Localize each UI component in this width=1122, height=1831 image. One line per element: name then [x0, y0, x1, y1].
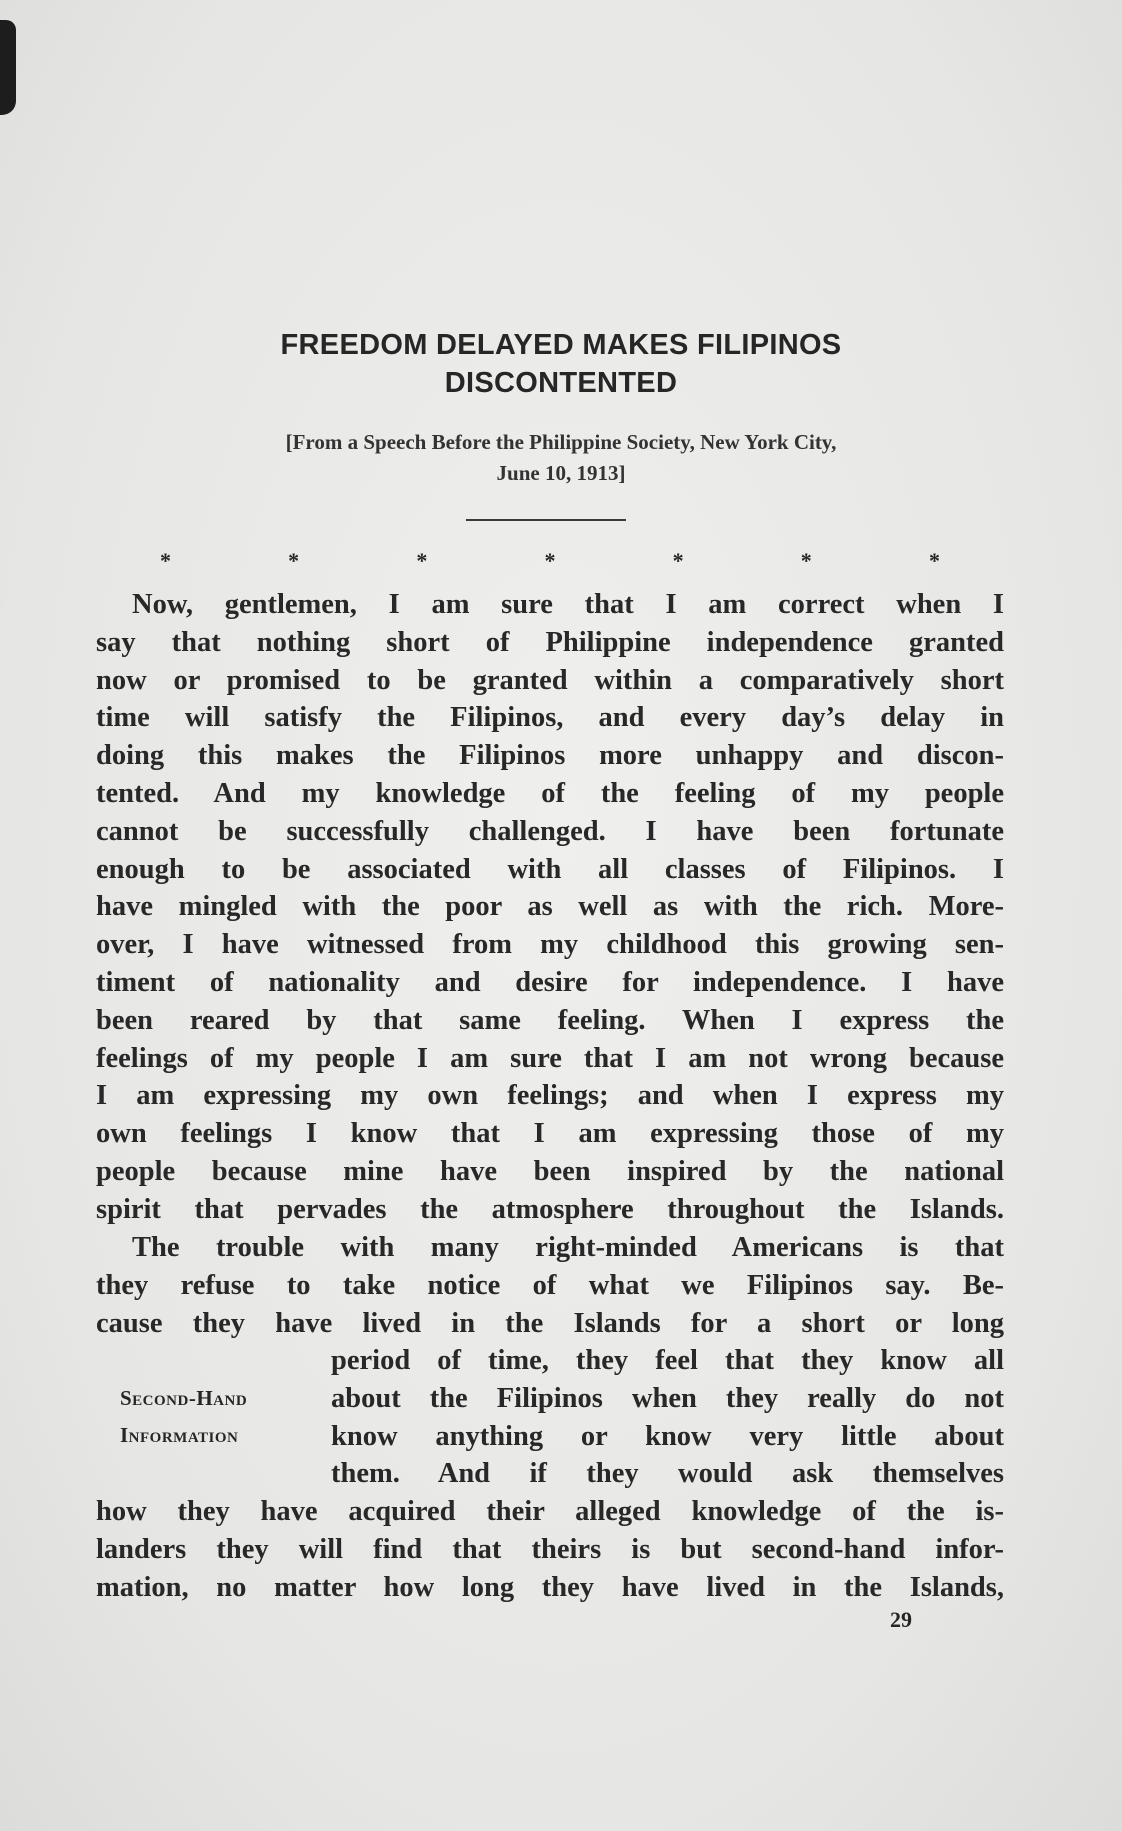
asterisk-separator — [160, 548, 940, 574]
text-line: say that nothing short of Philippine independence granted — [96, 626, 1004, 658]
text-line: timent of nationality and desire for independence. I have — [96, 966, 1004, 998]
text-line: feelings of my people I am sure that I am not wrong because — [96, 1042, 1004, 1074]
text-line: time will satisfy the Filipinos, and every day’s delay in — [96, 702, 1004, 734]
text-line: The trouble with many right-minded Americans is that — [132, 1232, 1004, 1263]
asterisk: * — [928, 548, 940, 573]
asterisk: * — [672, 548, 684, 573]
asterisk: * — [544, 548, 556, 573]
text-line: over, I have witnessed from my childhood this growing sen- — [96, 929, 1004, 961]
text-line: tented. And my knowledge of the feeling of my people — [96, 777, 1004, 809]
text-line: cause they have lived in the Islands for a short or long — [96, 1307, 1004, 1339]
speech-source-note — [0, 427, 1122, 489]
title-divider-rule — [466, 519, 626, 521]
chapter-title-line-2: DISCONTENTED — [444, 367, 678, 399]
text-line: them. And if they would ask themselves — [331, 1458, 1004, 1490]
paragraph-2-top — [96, 1229, 1004, 1342]
text-line: they refuse to take notice of what we Filipinos say. Be- — [96, 1269, 1004, 1301]
source-line-1: [From a Speech Before the Philippine Society, New York City, — [285, 430, 837, 454]
text-line: own feelings I know that I am expressing those of my — [96, 1118, 1004, 1150]
text-line: have mingled with the poor as well as with the rich. More- — [96, 891, 1004, 923]
asterisk: * — [160, 548, 171, 573]
text-line: doing this makes the Filipinos more unhappy and discon- — [96, 740, 1004, 772]
text-line: cannot be successfully challenged. I have been fortunate — [96, 815, 1004, 847]
asterisk: * — [800, 548, 812, 573]
text-line: now or promised to be granted within a comparatively short — [96, 664, 1004, 696]
paragraph-2-beside-sidenote — [331, 1342, 1004, 1493]
text-line: enough to be associated with all classes of Filipinos. I — [96, 853, 1004, 885]
chapter-title — [0, 326, 1122, 402]
asterisk: * — [416, 548, 428, 573]
text-line: I am expressing my own feelings; and when I express my — [96, 1080, 1004, 1112]
text-line: been reared by that same feeling. When I express the — [96, 1004, 1004, 1036]
sidenote-line-2: Information — [120, 1423, 239, 1447]
page-edge-shadow — [0, 20, 16, 115]
paragraph-1 — [96, 586, 1004, 1229]
text-line: about the Filipinos when they really do not — [331, 1382, 1004, 1414]
source-line-2: June 10, 1913] — [496, 461, 626, 485]
margin-sidenote — [120, 1380, 247, 1454]
text-line: people because mine have been inspired by the national — [96, 1155, 1004, 1187]
text-line: mation, no matter how long they have lived in the Islands, — [96, 1571, 1004, 1603]
text-line: landers they will find that theirs is but second-hand infor- — [96, 1533, 1004, 1565]
text-line: Now, gentlemen, I am sure that I am correct when I — [132, 589, 1004, 620]
text-line: know anything or know very little about — [331, 1420, 1004, 1452]
asterisk: * — [288, 548, 300, 573]
page-number: 29 — [890, 1607, 912, 1632]
text-line: period of time, they feel that they know all — [331, 1345, 1004, 1376]
text-line: spirit that pervades the atmosphere throughout the Islands. — [96, 1193, 1004, 1225]
text-line: how they have acquired their alleged knowledge of the is- — [96, 1496, 1004, 1527]
paragraph-2-bottom — [96, 1493, 1004, 1606]
sidenote-line-1: Second-Hand — [120, 1386, 248, 1410]
chapter-title-line-1: FREEDOM DELAYED MAKES FILIPINOS — [280, 329, 842, 361]
